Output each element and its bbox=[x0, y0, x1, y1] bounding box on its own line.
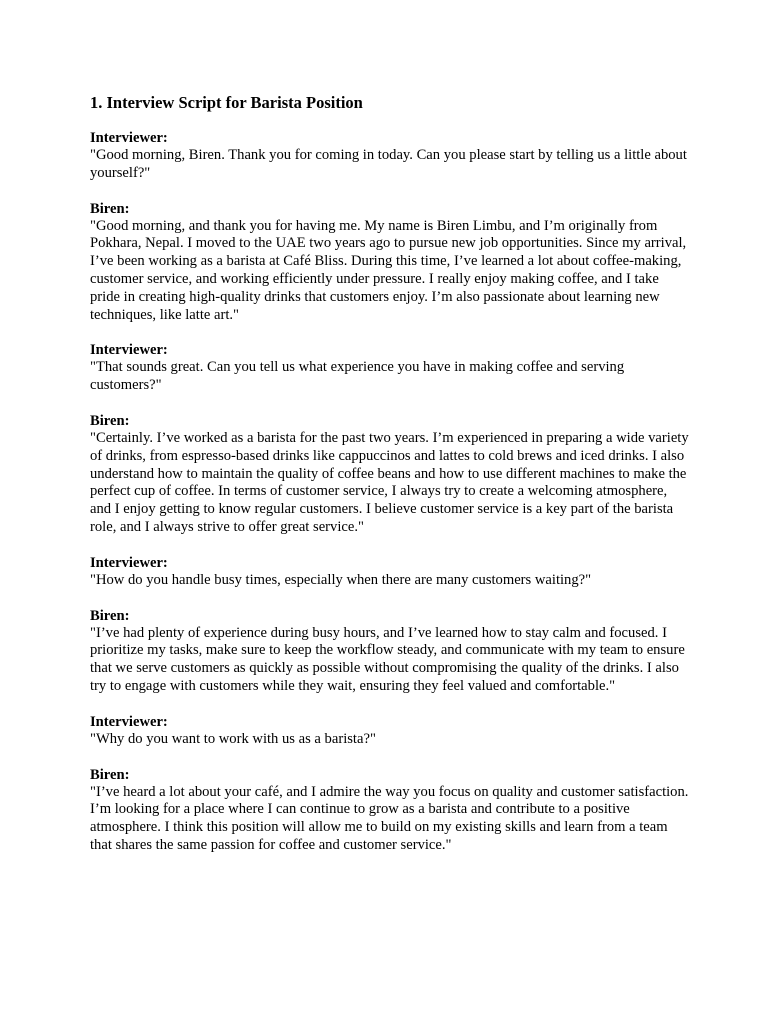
exchange-6 bbox=[90, 607, 690, 696]
speaker-label: Interviewer: bbox=[90, 713, 168, 730]
speaker-label: Interviewer: bbox=[90, 342, 168, 359]
speaker-label: Biren: bbox=[90, 607, 130, 624]
document-title: 1. Interview Script for Barista Position bbox=[90, 93, 363, 112]
exchange-7 bbox=[90, 713, 690, 749]
exchange-4 bbox=[90, 412, 690, 537]
exchange-5 bbox=[90, 554, 690, 590]
speaker-label: Biren: bbox=[90, 200, 130, 217]
exchange-1 bbox=[90, 129, 690, 183]
utterance-text: "That sounds great. Can you tell us what experience you have in making coffee and serving customers?" bbox=[90, 359, 625, 394]
utterance-text: "Why do you want to work with us as a barista?" bbox=[90, 730, 376, 747]
speaker-label: Biren: bbox=[90, 766, 130, 783]
utterance-text: "I’ve had plenty of experience during busy hours, and I’ve learned how to stay calm and focused. I prioritize my tasks, make sure to keep the workflow steady, and communicate with my team to ensure that we serve customers as quickly as possible without compromising the quality of the drinks. I also try to engage with customers while they wait, ensuring they feel valued and comfortable." bbox=[90, 624, 685, 694]
utterance-text: "Good morning, Biren. Thank you for coming in today. Can you please start by telling us a little about yourself?" bbox=[90, 147, 687, 181]
exchange-8 bbox=[90, 766, 690, 855]
utterance-text: "How do you handle busy times, especially when there are many customers waiting?" bbox=[90, 571, 592, 588]
utterance-text: "I’ve heard a lot about your café, and I admire the way you focus on quality and customer satisfaction. I’m looking for a place where I can continue to grow as a barista and contribute to a positive atmosphere. I think this position will allow me to build on my existing skills and learn from a team that shares the same passion for coffee and customer service." bbox=[90, 783, 689, 853]
utterance-text: "Good morning, and thank you for having me. My name is Biren Limbu, and I’m originally from Pokhara, Nepal. I moved to the UAE two years ago to pursue new job opportunities. Since my arrival, I’ve been working as a barista at Café Bliss. During this time, I’ve learned a lot about coffee-making, customer service, and working efficiently under pressure. I really enjoy making coffee, and I take pride in creating high-quality drinks that customers enjoy. I’m also passionate about learning new techniques, like latte art." bbox=[90, 217, 687, 323]
utterance-text: "Certainly. I’ve worked as a barista for the past two years. I’m experienced in preparing a wide variety of drinks, from espresso-based drinks like cappuccinos and lattes to cold brews and iced drinks. I also understand how to maintain the quality of coffee beans and how to use different machines to make the perfect cup of coffee. In terms of customer service, I always try to create a welcoming atmosphere, and I enjoy getting to know regular customers. I believe customer service is a key part of the barista role, and I always strive to offer great service." bbox=[90, 429, 689, 535]
speaker-label: Interviewer: bbox=[90, 130, 168, 146]
exchange-3 bbox=[90, 341, 690, 395]
document-page bbox=[90, 92, 690, 872]
exchange-2 bbox=[90, 200, 690, 325]
speaker-label: Biren: bbox=[90, 412, 130, 429]
speaker-label: Interviewer: bbox=[90, 554, 168, 571]
